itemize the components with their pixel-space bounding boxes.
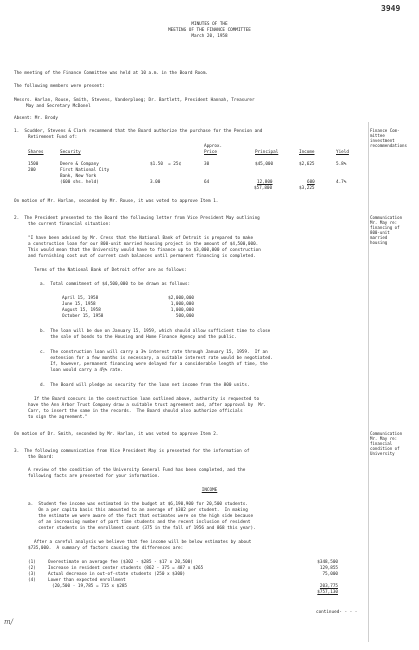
- item2-motion: On motion of Dr. Smith, seconded by Mr. Harlan, it was voted to approve Item 2.: [14, 432, 219, 437]
- item2-d: d. The Board will pledge as security for the loan net income from the 800 units.: [40, 383, 250, 388]
- margin-note-item2-2: Mr. May re:: [370, 220, 398, 225]
- row4-security: (600 shs. held): [60, 180, 99, 185]
- row4-dividend: 3.00: [150, 180, 161, 185]
- item2-b-line-2: the sale of bonds to the Housing and Home Finance Agency and the public.: [40, 335, 237, 340]
- margin-note-item3-4: condition of: [370, 446, 400, 451]
- margin-note-item3-1: Communication: [370, 431, 403, 436]
- analysis-line-2: $735,000. A summary of factors causing the differences are:: [28, 546, 184, 551]
- row1-security: Deere & Company: [60, 162, 99, 167]
- factor-4-num: (4): [28, 578, 36, 583]
- terms-label: Terms of the National Bank of Detroit offer are as follows:: [34, 268, 187, 273]
- row4-yield: 4.7%: [336, 180, 347, 185]
- absent-line: Absent: Mr. Brody: [14, 116, 58, 121]
- margin-note-item3-5: University: [370, 451, 395, 456]
- factor-2-text: Increase in resident center students (862 - 375 = 487 x $265: [48, 566, 204, 571]
- margin-note-item2-4: 800-unit: [370, 230, 390, 235]
- margin-note-item3-2: Mr. May re:: [370, 436, 398, 441]
- table-header-price: Price: [204, 150, 217, 155]
- draw-amount-4: 500,000: [175, 314, 194, 319]
- present-label: The following members were present:: [14, 84, 105, 89]
- total-principal: $57,800: [254, 186, 273, 191]
- draw-amount-3: 1,000,000: [170, 308, 194, 313]
- draw-date-3: August 15, 1958: [62, 308, 101, 313]
- draw-date-1: April 15, 1958: [62, 296, 99, 301]
- item1-line-1: 1. Scudder, Stevens & Clark recommend that the Board authorize the purchase for the Pension and: [14, 129, 263, 134]
- factor-1-num: (1): [28, 560, 36, 565]
- row4-principal: 12,800: [257, 180, 273, 185]
- margin-divider: [368, 122, 369, 642]
- factor-1-text: Overestimate on average fee ($302 - $285 - $17 x 20,500): [48, 560, 193, 565]
- factor-4-text: Lower than expected enrollment: [48, 578, 126, 583]
- row2-security: First National City: [60, 168, 110, 173]
- row3-security: Bank, New York: [60, 174, 97, 179]
- continued-mark: continued- - - -: [316, 610, 358, 615]
- factor-4-detail: (20,500 - 19,785 = 715 x $285: [52, 584, 128, 589]
- item3-a-line-3: the estimate we were aware of the fact that estimates were on the high side because: [28, 514, 254, 519]
- closing-line-3: Carr, to insert the same in the records. The Board should also authorize officials: [28, 409, 243, 414]
- row1-price: 30: [204, 162, 210, 167]
- factor-2-num: (2): [28, 566, 36, 571]
- closing-line-1: If the Board concurs in the construction loan outlined above, authority is requested to: [34, 397, 260, 402]
- table-header-income: Income: [299, 150, 315, 155]
- margin-note-item1-4: recommendations: [370, 143, 407, 148]
- item3-a-line-4: of an increasing number of part time students and the recent inclusion of resident: [28, 520, 251, 525]
- item2-c-line-3: If, however, permanent financing were delayed for a considerable length of time, the: [40, 362, 268, 367]
- present-line-2: May and Secretary McDonel: [26, 104, 91, 109]
- factor-3-num: (3): [28, 572, 36, 577]
- factor-3-text: Actual decrease in out-of-state students (250 x $300): [48, 572, 186, 577]
- factor-4-amount: 203,775: [319, 584, 338, 589]
- margin-note-item2-3: financing of: [370, 225, 400, 230]
- row1-dividend: $1.50 = 25¢: [150, 162, 182, 167]
- margin-note-item1-2: mittee: [370, 133, 385, 138]
- item2-line-1: 2. The President presented to the Board the following letter from Vice President May outlining: [14, 216, 260, 221]
- item2-c-line-1: c. The construction loan will carry a 3% interest rate through January 15, 1959. If an: [40, 350, 268, 355]
- closing-line-4: to sign the agreement.": [28, 415, 88, 420]
- opening-line: The meeting of the Finance Committee was held at 10 a.m. in the Board Room.: [14, 71, 209, 76]
- factor-3-amount: 75,000: [322, 572, 338, 577]
- page-number: 3949: [381, 4, 401, 13]
- margin-note-item2-6: housing: [370, 240, 388, 245]
- table-header-principal: Principal: [255, 150, 279, 155]
- row2-shares: 200: [28, 168, 36, 173]
- row1-income: $2,625: [299, 162, 315, 167]
- item3-a-line-1: a. Student fee income was estimated in the budget at $6,190,900 for 20,500 students.: [28, 502, 248, 507]
- margin-note-item1-3: investment: [370, 138, 395, 143]
- table-header-shares: Shares: [28, 150, 44, 155]
- header-line-1: MINUTES OF THE: [191, 22, 228, 27]
- item3-line-1: 3. The following communication from Vice President May is presented for the information of: [14, 449, 250, 454]
- income-heading: INCOME: [201, 488, 218, 493]
- row1-shares: 1500: [28, 162, 39, 167]
- margin-note-item3-3: financial: [370, 441, 393, 446]
- item2-b-line-1: b. The loan will be due on January 15, 1959, which should allow sufficient time to close: [40, 329, 271, 334]
- draw-amount-2: 1,000,000: [170, 302, 194, 307]
- draw-date-2: June 15, 1958: [62, 302, 96, 307]
- quote-line-4: and furnishing cost out of current cash balances until permanent financing is completed.: [28, 254, 256, 259]
- quote-line-2: a construction loan for our 800-unit married housing project in the amount of $4,500,000.: [28, 242, 259, 247]
- margin-note-item2-5: married: [370, 235, 388, 240]
- item2-c-line-4: loan would carry a 4½% rate.: [40, 368, 123, 373]
- table-header-security: Security: [60, 150, 81, 155]
- margin-note-item2-1: Communication: [370, 215, 403, 220]
- item1-motion: On motion of Mr. Harlan, seconded by Mr. Rouse, it was voted to approve Item 1.: [14, 199, 219, 204]
- header-date: March 20, 1958: [191, 34, 228, 39]
- closing-line-2: have the Ann Arbor Trust Company draw a suitable trust agreement and, after approval by Mr.: [28, 403, 266, 408]
- item1-line-2: Retirement Fund of:: [28, 135, 78, 140]
- table-header-yield: Yield: [336, 150, 349, 155]
- row4-price: 64: [204, 180, 210, 185]
- analysis-line-1: After a careful analysis we believe that fee income will be below estimates by about: [34, 540, 252, 545]
- header-line-2: MEETING OF THE FINANCE COMMITTEE: [168, 28, 251, 33]
- item3-a-line-5: center students in the enrollment count (375 in the fall of 1956 and 868 this year).: [28, 526, 256, 531]
- row1-principal: $45,000: [255, 162, 274, 167]
- item3-line-2: the Board:: [28, 455, 54, 460]
- row4-income: 600: [307, 180, 315, 185]
- item2-a: a. Total commitment of $4,500,000 to be drawn as follows:: [40, 282, 191, 287]
- total-income: $3,225: [299, 186, 315, 191]
- factor-2-amount: 129,855: [319, 566, 338, 571]
- table-approx-label: Approx.: [204, 144, 223, 149]
- factor-1-amount: $348,500: [317, 560, 338, 565]
- draw-amount-1: $2,000,000: [168, 296, 194, 301]
- margin-note-item1-1: Finance Com-: [370, 128, 400, 133]
- present-line-1: Messrs. Harlan, Rouse, Smith, Stevens, Vanderploeg; Dr. Bartlett, President Hannah, Treasurer: [14, 98, 255, 103]
- item2-c-line-2: extension for a few months is necessary, a suitable interest rate would be negotiated.: [40, 356, 273, 361]
- item2-line-2: the current financial situation:: [28, 222, 111, 227]
- item3-a-line-2: On a per capita basis this amounted to an average of $302 per student. In making: [28, 508, 248, 513]
- draw-date-4: October 15, 1958: [62, 314, 104, 319]
- handwritten-mark: m/: [4, 618, 13, 626]
- factor-total: $757,130: [317, 590, 338, 595]
- review-line-1: A review of the condition of the University General Fund has been completed, and the: [28, 468, 246, 473]
- quote-line-3: This would mean that the University would have to finance up to $3,000,000 of construction: [28, 248, 261, 253]
- quote-line-1: "I have been advised by Mr. Cress that the National Bank of Detroit is prepared to make: [28, 236, 254, 241]
- row1-yield: 5.8%: [336, 162, 347, 167]
- review-line-2: following facts are presented for your information.: [28, 474, 160, 479]
